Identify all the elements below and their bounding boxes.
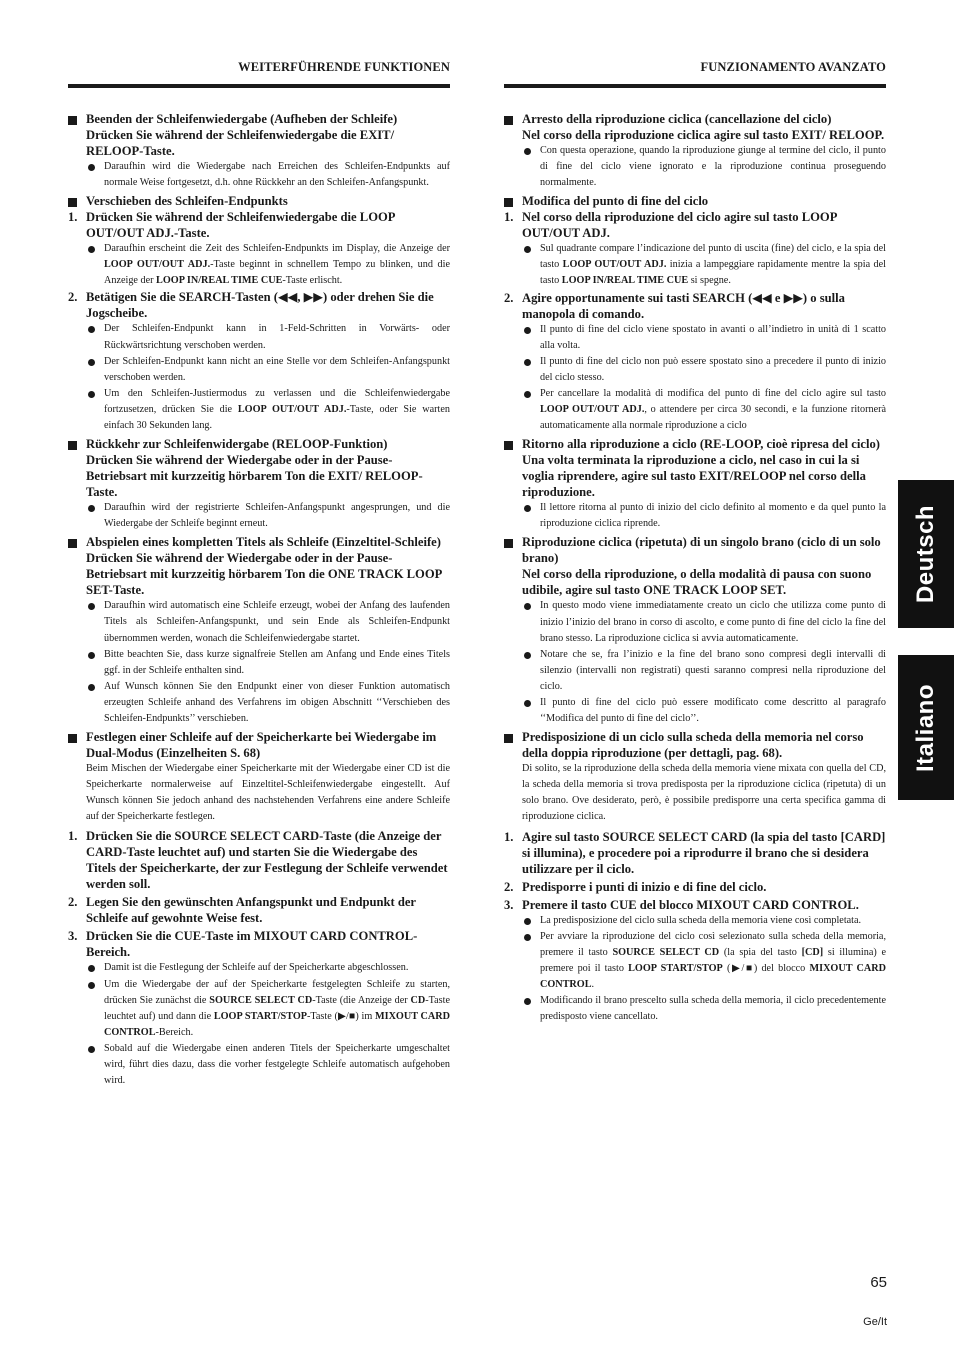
de-section-5-paragraph: Beim Mischen der Wiedergabe einer Speicherkarte mit der Wiedergabe einer CD ist die Speicherkarte normalerweise auf Einzeltitel-Schleifenwiedergabe eingestellt. Auf Wunsch können Sie jedoch anhand des nachstehenden Verfahrens eine andere Schleife auf der Speicherkarte festlegen. <box>86 763 450 823</box>
bullet-item: Modificando il brano prescelto sulla scheda della memoria, il ciclo precedentemente predisposto viene cancellato. <box>504 993 886 1025</box>
de-section-1-instruction: Drücken Sie während der Schleifenwiedergabe die EXIT/ RELOOP-Taste. <box>86 128 395 158</box>
it-section-3-title: Ritorno alla riproduzione a ciclo (RE-LOOP, cioè ripresa del ciclo) <box>522 437 880 452</box>
de-section-1 <box>68 111 450 127</box>
bullet-dot-icon <box>524 652 531 659</box>
bullet-dot-icon <box>88 359 95 366</box>
it-section-3-instruction: Una volta terminata la riproduzione a ciclo, nel caso in cui la si voglia riprendere, agire sul tasto EXIT/RELOOP nel corso della riproduzione. <box>522 453 866 500</box>
bullet-dot-icon <box>88 391 95 398</box>
it-section-5-step-3: 3. Premere il tasto CUE del blocco MIXOUT CARD CONTROL. <box>504 897 859 912</box>
bullet-dot-icon <box>88 326 95 333</box>
bullet-dot-icon <box>524 934 531 941</box>
bullet-item: Der Schleifen-Endpunkt kann in 1-Feld-Schritten in Vorwärts- oder Rückwärtsrichtung verschoben werden. <box>68 321 450 353</box>
it-section-4 <box>504 534 886 566</box>
de-section-3-instruction: Drücken Sie während der Wiedergabe oder in der Pause-Betriebsart mit kurzzeitig hörbarem Ton die EXIT/ RELOOP-Taste. <box>86 453 423 500</box>
bullet-dot-icon <box>88 684 95 691</box>
bullet-item: Il lettore ritorna al punto di inizio del ciclo definito al momento e da quel punto la riproduzione ciclica riprende. <box>504 500 886 532</box>
bullet-dot-icon <box>524 148 531 155</box>
it-section-4-instruction: Nel corso della riproduzione, o della modalità di pausa con suono udibile, agire sul tasto ONE TRACK LOOP SET. <box>522 567 872 598</box>
bullet-dot-icon <box>524 918 531 925</box>
bullet-dot-icon <box>524 700 531 707</box>
it-section-5-step-1: 1. Agire sul tasto SOURCE SELECT CARD (la spia del tasto [CARD] si illumina), e procedere poi a riprodurre il brano che si desidera utilizzare per il ciclo. <box>504 829 886 876</box>
bullet-item: Sul quadrante compare l’indicazione del punto di uscita (fine) del ciclo, e la spia del tasto LOOP OUT/OUT ADJ. inizia a lampeggiare rapidamente mentre la spia del tasto LOOP IN/REAL TIME CUE si spegne. <box>504 241 886 289</box>
bullet-dot-icon <box>524 603 531 610</box>
bullet-dot-icon <box>524 998 531 1005</box>
de-section-4-title: Abspielen eines kompletten Titels als Schleife (Einzeltitel-Schleife) <box>86 535 441 550</box>
italiano-tab-label: Italiano <box>912 683 939 772</box>
bullet-dot-icon <box>524 246 531 253</box>
german-content <box>68 111 450 1089</box>
language-code: Ge/It <box>863 1316 887 1328</box>
bullet-dot-icon <box>88 603 95 610</box>
bullet-dot-icon <box>88 652 95 659</box>
section-square-icon <box>68 734 77 743</box>
it-section-5 <box>504 729 886 761</box>
de-section-2-step-2: 2. Betätigen Sie die SEARCH-Tasten (◀◀, ▶▶) oder drehen Sie die Jogscheibe. <box>68 290 434 321</box>
it-section-2-title: Modifica del punto di fine del ciclo <box>522 194 709 209</box>
bullet-dot-icon <box>88 505 95 512</box>
it-section-4-title: Riproduzione ciclica (ripetuta) di un singolo brano (ciclo di un solo brano) <box>522 535 881 566</box>
bullet-item: Il punto di fine del ciclo può essere modificato come descritto al paragrafo ‘‘Modifica del punto di fine del ciclo’’. <box>504 695 886 727</box>
bullet-item: Il punto di fine del ciclo viene spostato in avanti o all’indietro in unità di 1 scatto alla volta. <box>504 322 886 354</box>
section-square-icon <box>68 198 77 207</box>
bullet-item: Um die Wiedergabe der auf der Speicherkarte festgelegten Schleife zu starten, drücken Sie zunächst die SOURCE SELECT CD-Taste (die Anzeige der CD-Taste leuchtet auf) und dann die LOOP START/STOP-Taste (▶/■) im MIXOUT CARD CONTROL-Bereich. <box>68 977 450 1041</box>
de-section-4-instruction: Drücken Sie während der Wiedergabe oder in der Pause-Betriebsart mit kurzzeitig hörbarem Ton die ONE TRACK LOOP SET-Taste. <box>86 551 442 598</box>
it-section-2 <box>504 193 886 209</box>
de-section-2-step-1: 1. Drücken Sie während der Schleifenwiedergabe die LOOP OUT/OUT ADJ.-Taste. <box>68 210 395 241</box>
deutsch-tab <box>898 480 954 628</box>
bullet-item: Daraufhin wird die Wiedergabe nach Erreichen des Schleifen-Endpunkts auf normale Weise fortgesetzt, d.h. ohne Rückkehr an den Schleifen-Anfangspunkt. <box>68 159 450 191</box>
de-section-5-title: Festlegen einer Schleife auf der Speicherkarte bei Wiedergabe im Dual-Modus (Einzelheiten S. 68) <box>86 730 437 761</box>
de-section-1-bullets <box>68 159 450 191</box>
bullet-dot-icon <box>88 246 95 253</box>
it-section-5-paragraph: Di solito, se la riproduzione della scheda della memoria viene mixata con quella del CD, la scheda della memoria si trova predisposta per la riproduzione ciclica (ripetuta) di un solo brano. Ove desiderato, però, è possibile predisporre una certa specifica gamma di riproduzione ciclica. <box>522 763 886 823</box>
german-header: WEITERFÜHRENDE FUNKTIONEN <box>238 60 450 74</box>
german-header-rule <box>68 84 450 88</box>
bullet-dot-icon <box>88 164 95 171</box>
de-section-5-step-1: 1. Drücken Sie die SOURCE SELECT CARD-Taste (die Anzeige der CARD-Taste leuchtet auf) und starten Sie die Wiedergabe des Titels der Speicherkarte, der zur Festlegung der Schleife verwendet werden soll. <box>68 829 448 892</box>
section-square-icon <box>68 441 77 450</box>
it-section-2-step-1: 1. Nel corso della riproduzione del ciclo agire sul tasto LOOP OUT/OUT ADJ. <box>504 210 837 241</box>
bullet-dot-icon <box>524 391 531 398</box>
bullet-item: Der Schleifen-Endpunkt kann nicht an eine Stelle vor dem Schleifen-Anfangspunkt verschoben werden. <box>68 354 450 386</box>
de-section-3-title: Rückkehr zur Schleifenwidergabe (RELOOP-Funktion) <box>86 437 388 452</box>
bullet-dot-icon <box>88 982 95 989</box>
it-section-5-title: Predisposizione di un ciclo sulla scheda della memoria nel corso della doppia riproduzione (per dettagli, pag. 68). <box>522 730 864 761</box>
page-number: 65 <box>870 1274 887 1291</box>
it-section-1 <box>504 111 886 127</box>
de-section-4 <box>68 534 450 550</box>
bullet-item: La predisposizione del ciclo sulla scheda della memoria viene così completata. <box>504 913 886 929</box>
it-section-1-instruction: Nel corso della riproduzione ciclica agire sul tasto EXIT/ RELOOP. <box>522 128 885 142</box>
it-section-1-title: Arresto della riproduzione ciclica (cancellazione del ciclo) <box>522 112 832 126</box>
bullet-item: Damit ist die Festlegung der Schleife auf der Speicherkarte abgeschlossen. <box>68 960 450 976</box>
section-square-icon <box>68 116 77 125</box>
bullet-item: Con questa operazione, quando la riproduzione giunge al termine del ciclo, il punto di fine del ciclo viene ignorato e la riproduzione continua proseguendo normalmente. <box>504 143 886 191</box>
bullet-item: Daraufhin wird automatisch eine Schleife erzeugt, wobei der Anfang des laufenden Titels als Schleifen-Anfangspunkt, und sein Ende als Schleifen-Endpunkt übernommen werden, wonach die Schleifenwiedergabe startet. <box>68 598 450 646</box>
italiano-tab <box>898 655 954 800</box>
bullet-dot-icon <box>524 327 531 334</box>
bullet-dot-icon <box>524 505 531 512</box>
section-square-icon <box>504 198 513 207</box>
italian-header-rule <box>504 84 886 88</box>
bullet-dot-icon <box>88 1046 95 1053</box>
bullet-item: In questo modo viene immediatamente creato un ciclo che utilizza come punto di inizio l’inizio del brano in corso di ascolto, e come punto di fine del ciclo la fine del brano stesso. La riproduzione ciclica si avvia automaticamente. <box>504 598 886 646</box>
italian-header: FUNZIONAMENTO AVANZATO <box>700 60 886 74</box>
section-square-icon <box>504 441 513 450</box>
bullet-item: Per cancellare la modalità di modifica del punto di fine del ciclo agire sul tasto LOOP OUT/OUT ADJ., o attendere per circa 30 secondi, e la funzione ritornerà automaticamente alla normale riproduzione a ciclo <box>504 386 886 434</box>
section-square-icon <box>504 539 513 548</box>
section-square-icon <box>504 734 513 743</box>
de-section-2 <box>68 193 450 209</box>
bullet-item: Um den Schleifen-Justiermodus zu verlassen und die Schleifenwiedergabe fortzusetzen, drücken Sie die LOOP OUT/OUT ADJ.-Taste, oder Sie warten einfach 30 Sekunden lang. <box>68 386 450 434</box>
de-section-5 <box>68 729 450 761</box>
de-section-1-title: Beenden der Schleifenwiedergabe (Aufheben der Schleife) <box>86 112 398 126</box>
de-section-5-step-3: 3. Drücken Sie die CUE-Taste im MIXOUT CARD CONTROL-Bereich. <box>68 929 418 960</box>
deutsch-tab-label: Deutsch <box>912 504 939 604</box>
bullet-item: Daraufhin erscheint die Zeit des Schleifen-Endpunkts im Display, die Anzeige der LOOP OUT/OUT ADJ.-Taste beginnt in schnellem Tempo zu blinken, und die Anzeige der LOOP IN/REAL TIME CUE-Taste erlischt. <box>68 241 450 289</box>
bullet-dot-icon <box>88 965 95 972</box>
de-section-2-title: Verschieben des Schleifen-Endpunkts <box>86 194 288 209</box>
section-square-icon <box>68 539 77 548</box>
bullet-item: Il punto di fine del ciclo non può essere spostato sino a precedere il punto di inizio del ciclo stesso. <box>504 354 886 386</box>
bullet-dot-icon <box>524 359 531 366</box>
bullet-item: Auf Wunsch können Sie den Endpunkt einer von dieser Funktion automatisch erzeugten Schleife anhand des Verfahrens im obigen Abschnitt ‘‘Verschieben des Schleifen-Endpunkts’’ verschieben. <box>68 679 450 727</box>
de-section-5-step-2: 2. Legen Sie den gewünschten Anfangspunkt und Endpunkt der Schleife auf gewohnte Weise fest. <box>68 895 416 926</box>
it-section-2-step-2: 2. Agire opportunamente sui tasti SEARCH (◀◀ e ▶▶) o sulla manopola di comando. <box>504 290 845 321</box>
it-section-3 <box>504 436 886 452</box>
it-section-5-step-2: 2. Predisporre i punti di inizio e di fine del ciclo. <box>504 879 767 894</box>
bullet-item: Daraufhin wird der registrierte Schleifen-Anfangspunkt angesprungen, und die Wiedergabe der Schleife beginnt erneut. <box>68 500 450 532</box>
de-section-3 <box>68 436 450 452</box>
bullet-item: Per avviare la riproduzione del ciclo così selezionato sulla scheda della memoria, premere il tasto SOURCE SELECT CD (la spia del tasto [CD] si illumina) e premere poi il tasto LOOP START/STOP (▶/■) del blocco MIXOUT CARD CONTROL. <box>504 929 886 993</box>
bullet-item: Notare che se, fra l’inizio e la fine del brano sono compresi degli intervalli di silenzio (intervalli non registrati) questi saranno compresi nella riproduzione del ciclo. <box>504 647 886 695</box>
italian-content <box>504 111 886 1025</box>
bullet-item: Bitte beachten Sie, dass kurze signalfreie Stellen am Anfang und Ende eines Titels ggf. in der Schleife enthalten sind. <box>68 647 450 679</box>
section-square-icon <box>504 116 513 125</box>
bullet-item: Sobald auf die Wiedergabe einen anderen Titels der Speicherkarte umgeschaltet wird, führt dies dazu, dass die vorher festgelegte Schleife automatisch aufgehoben wird. <box>68 1041 450 1089</box>
